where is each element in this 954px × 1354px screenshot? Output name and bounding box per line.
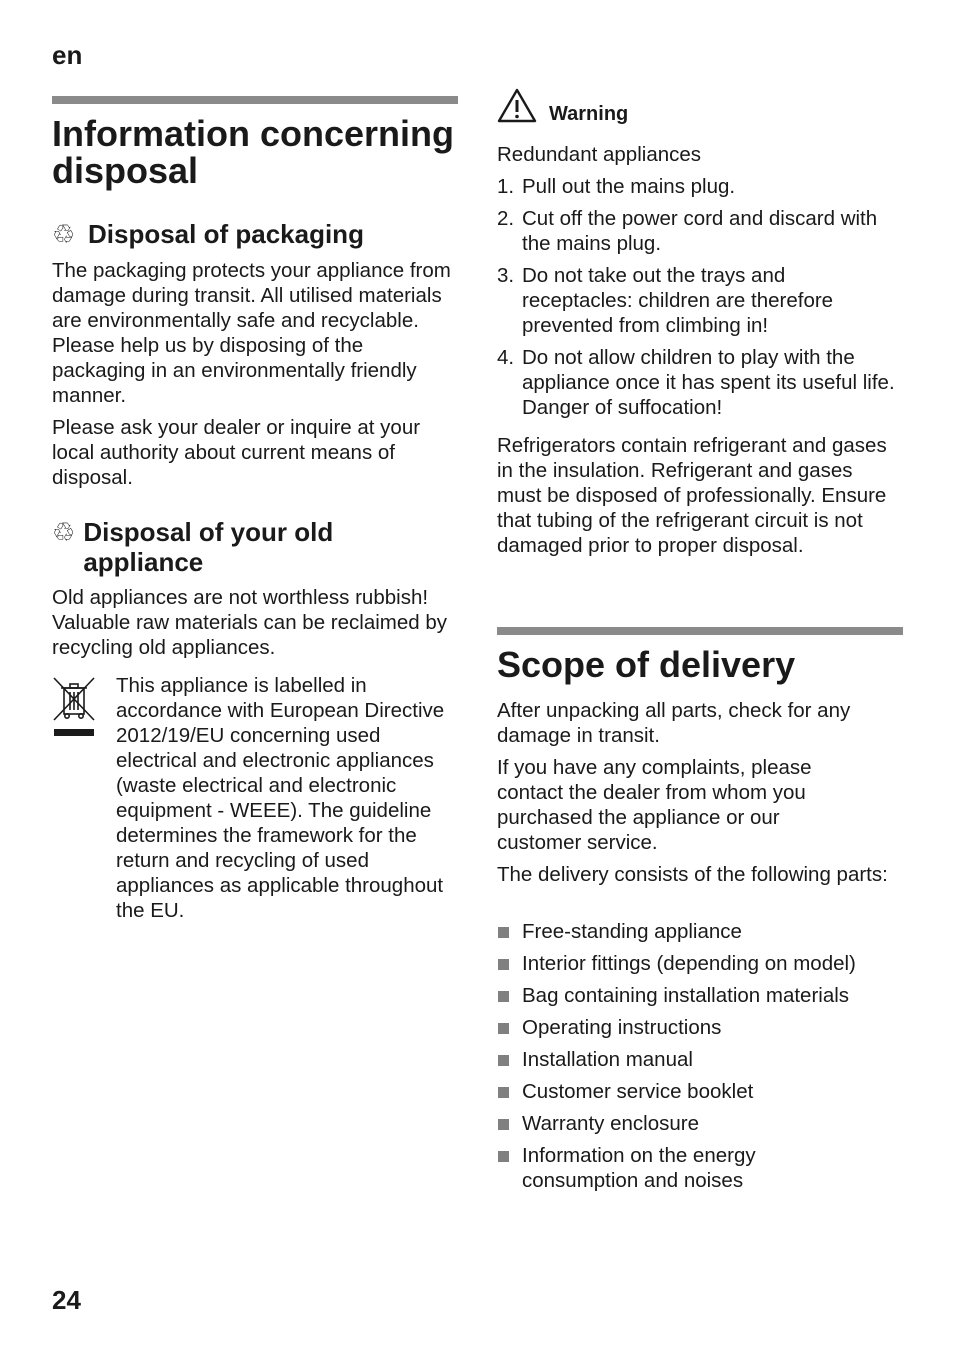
list-item: 1. Pull out the mains plug. (497, 175, 736, 198)
bullet-square-icon (498, 1087, 509, 1098)
language-label: en (52, 40, 83, 70)
delivery-parts-list (497, 919, 903, 1200)
weee-bin-icon (52, 676, 96, 738)
refrigerant-paragraph: Refrigerators contain refrigerant and gases in the insulation. Refrigerant and gases must be disposed of professionally. Ensure that tubing of the refrigerant circuit is not damaged prior to proper disposal. (497, 434, 887, 557)
bullet-square-icon (498, 959, 509, 970)
list-item: 3. Do not take out the trays and receptacles: children are therefore prevented from climbing in! (497, 264, 834, 337)
old-appliance-heading-text: Disposal of your old appliance (83, 517, 334, 577)
bullet-square-icon (498, 1055, 509, 1066)
warning-label: Warning (549, 103, 629, 125)
list-item: Information on the energy consumption and noises (497, 1143, 822, 1193)
bullet-square-icon (498, 927, 509, 938)
weee-paragraph: This appliance is labelled in accordance with European Directive 2012/19/EU concerning used electrical and electronic appliances (waste electrical and electronic equipment - WEEE). The guideline determines the framework for the return and recycling of used appliances as applicable throughout the EU. (116, 674, 445, 922)
list-item: 2. Cut off the power cord and discard with the mains plug. (497, 207, 878, 255)
bullet-square-icon (498, 1151, 509, 1162)
packaging-paragraph-2: Please ask your dealer or inquire at your local authority about current means of disposal. (52, 416, 421, 489)
packaging-paragraph-1: The packaging protects your appliance from damage during transit. All utilised materials are environmentally safe and recyclable. Please help us by disposing of the packaging in an environmentally friendly manner. (52, 259, 451, 407)
warning-title (497, 88, 628, 124)
warning-intro: Redundant appliances (497, 143, 702, 166)
list-item: Installation manual (497, 1047, 903, 1072)
recycle-icon: ♲ (52, 517, 76, 547)
bullet-square-icon (498, 1119, 509, 1130)
old-appliance-paragraph: Old appliances are not worthless rubbish! Valuable raw materials can be reclaimed by recycling old appliances. (52, 586, 448, 659)
bullet-square-icon (498, 991, 509, 1002)
recycle-icon: ♲ (52, 219, 76, 249)
list-item: Bag containing installation materials (497, 983, 903, 1008)
scope-paragraph-3: The delivery consists of the following parts: (497, 863, 888, 886)
list-item: Warranty enclosure (497, 1111, 903, 1136)
left-section-rule (52, 96, 458, 104)
warning-steps (497, 174, 897, 427)
scope-paragraph-2: If you have any complaints, please contact the dealer from whom you purchased the appliance or our customer service. (497, 756, 812, 854)
right-section-rule (497, 627, 903, 635)
bullet-square-icon (498, 1023, 509, 1034)
old-appliance-heading (52, 517, 382, 577)
packaging-heading (52, 219, 458, 249)
scope-paragraph-1: After unpacking all parts, check for any damage in transit. (497, 699, 851, 747)
warning-triangle-icon (497, 88, 537, 124)
list-item: Interior fittings (depending on model) (497, 951, 903, 976)
packaging-heading-text: Disposal of packaging (88, 219, 364, 249)
list-item: Operating instructions (497, 1015, 903, 1040)
list-item: 4. Do not allow children to play with the appliance once it has spent its useful life. Danger of suffocation! (497, 346, 895, 419)
list-item: Free-standing appliance (497, 919, 903, 944)
scope-title: Scope of delivery (497, 644, 796, 685)
page-number: 24 (52, 1285, 81, 1315)
page-title: Information concerning disposal (52, 113, 455, 191)
list-item: Customer service booklet (497, 1079, 903, 1104)
